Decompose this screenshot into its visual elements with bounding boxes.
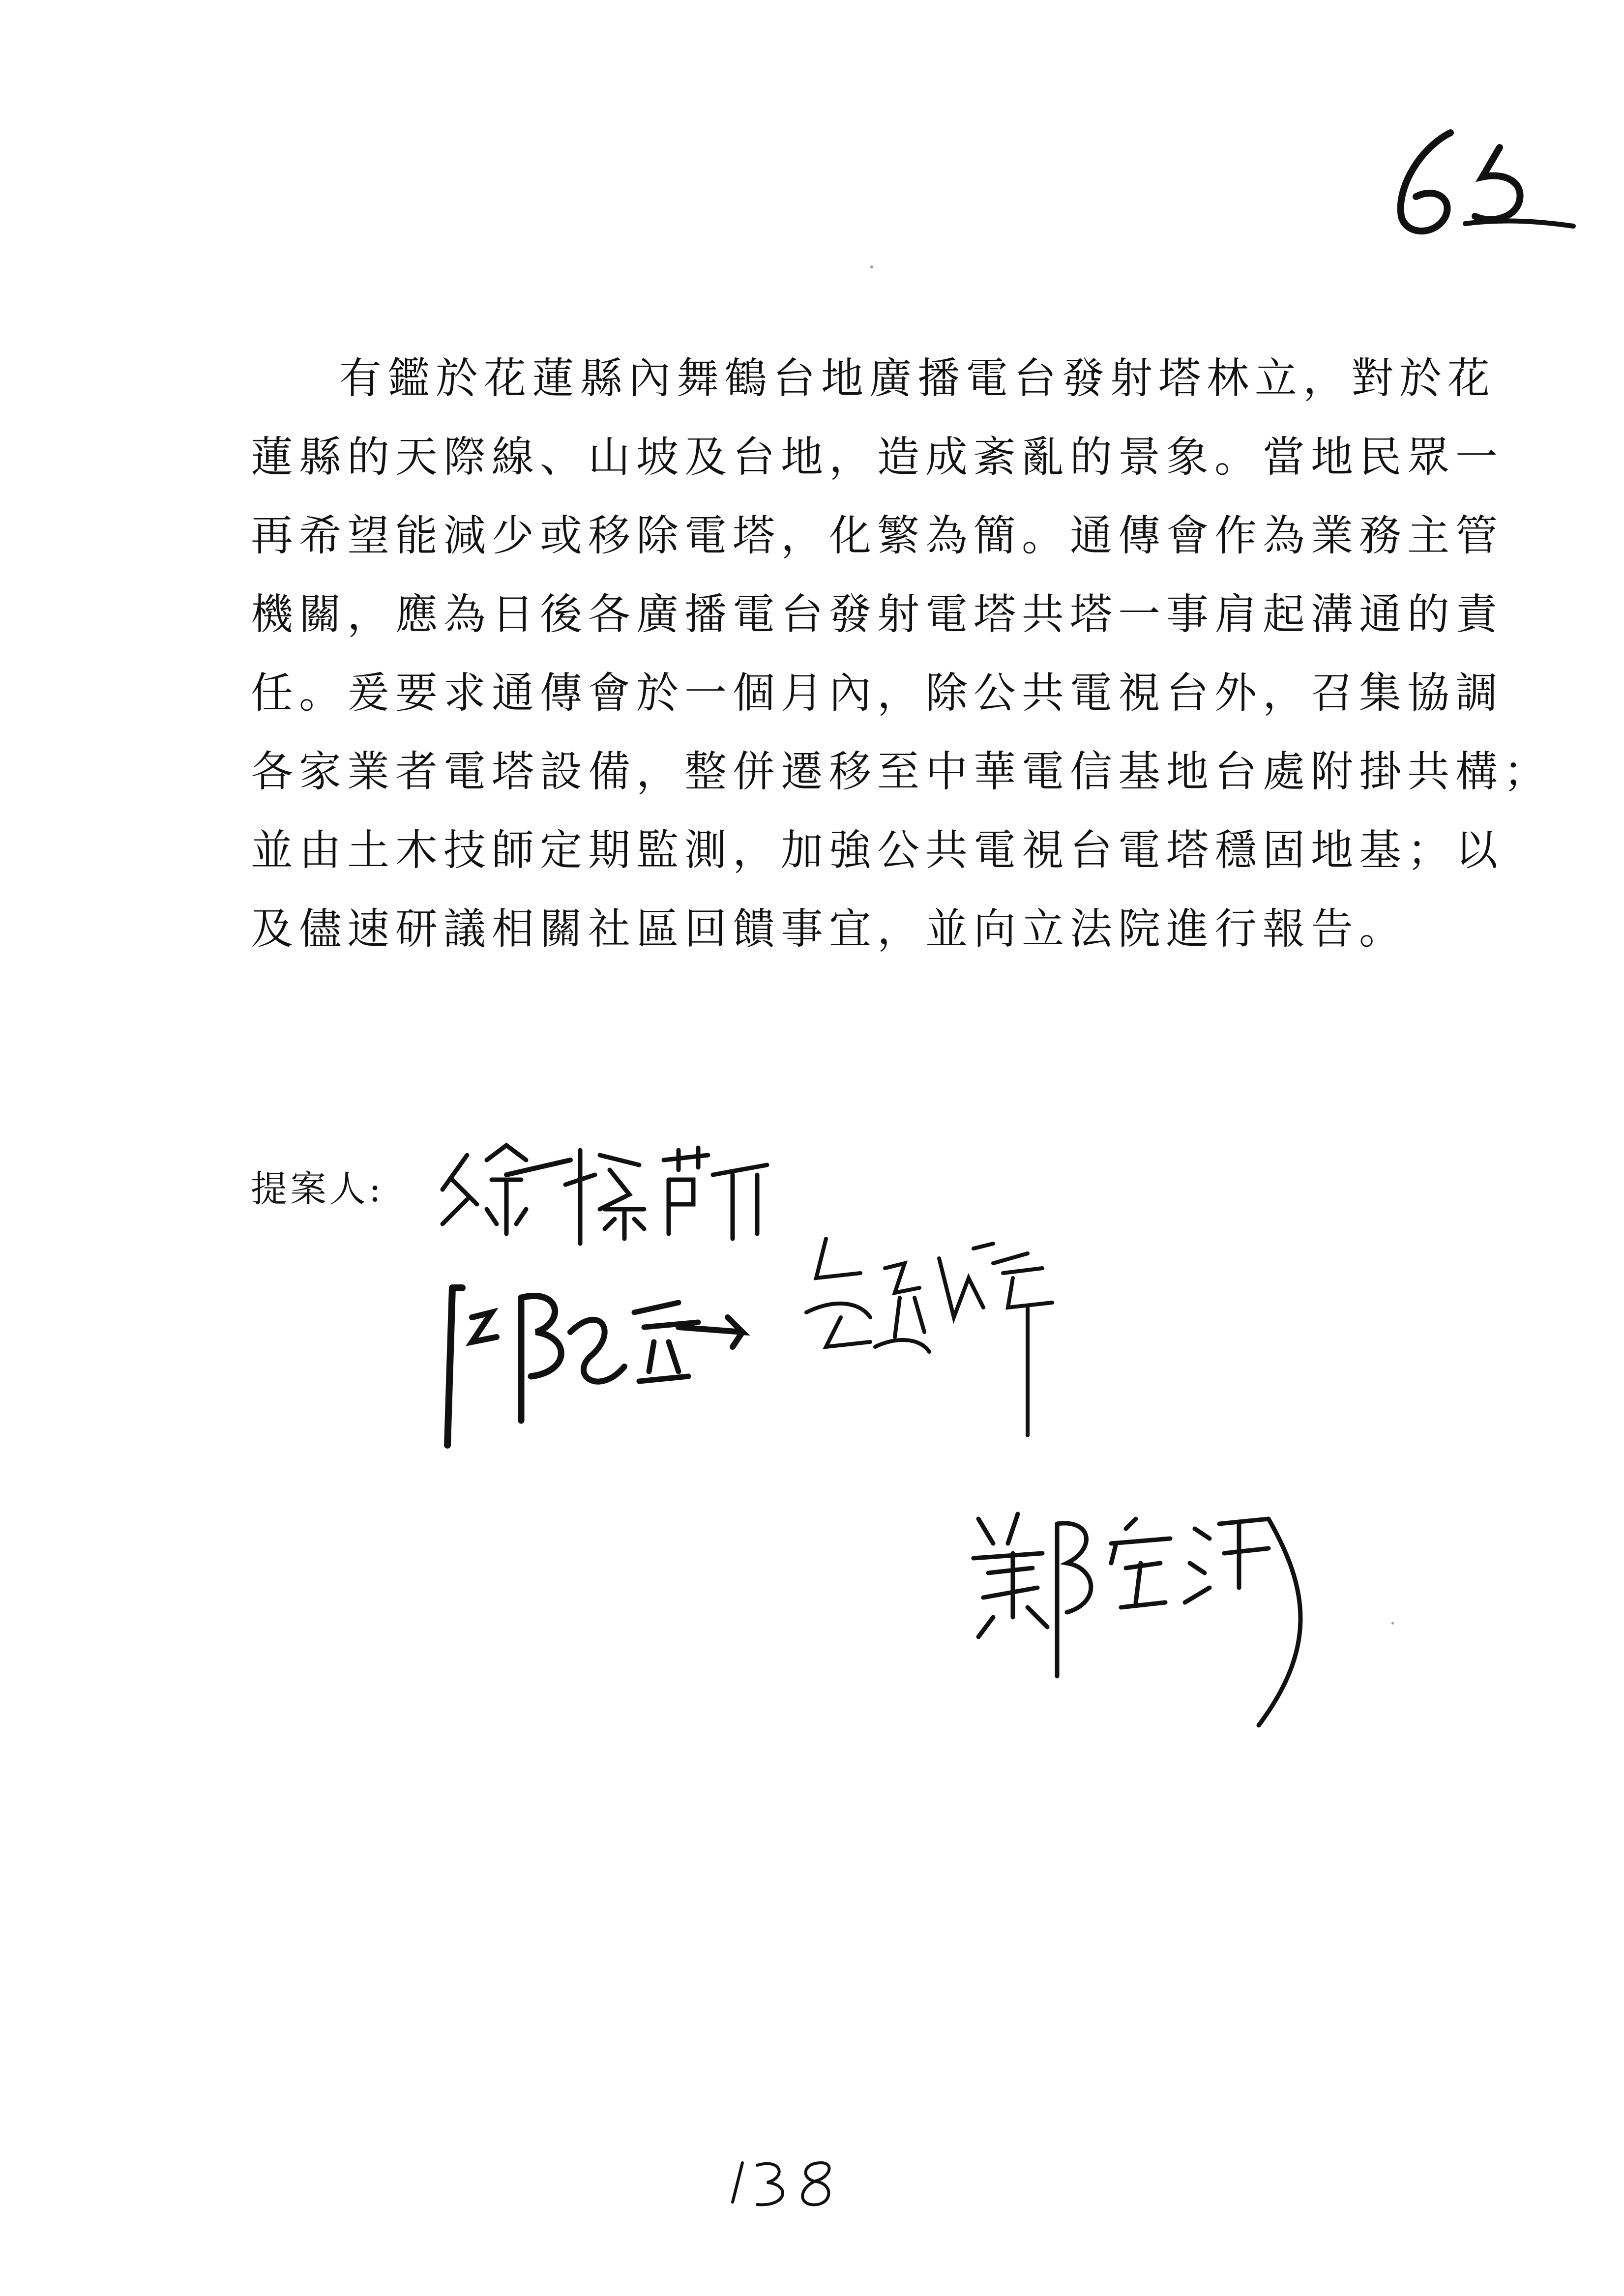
paragraph-line: 機關，應為日後各廣播電台發射電塔共塔一事肩起溝通的責 (251, 590, 1504, 639)
paragraph-line: 有鑑於花蓮縣內舞鶴台地廣播電台發射塔林立，對於花 (339, 354, 1496, 403)
signature-4 (964, 1489, 1328, 1745)
paragraph-line: 及儘速研議相關社區回饋事宜，並向立法院進行報告。 (251, 904, 1407, 954)
handwritten-signature-drawing (797, 1219, 1072, 1445)
paragraph-line: 任。爰要求通傳會於一個月內，除公共電視台外，召集協調 (251, 668, 1504, 718)
paragraph-line: 各家業者電塔設備，整併遷移至中華電信基地台處附掛共構； (251, 747, 1552, 796)
handwritten-signature-drawing (423, 1258, 757, 1455)
paragraph-line: 再希望能減少或移除電塔，化繁為簡。通傳會作為業務主管 (251, 511, 1504, 560)
proposal-paragraph (251, 339, 1552, 968)
handwritten-signature-drawing (964, 1489, 1328, 1745)
handwritten-138-drawing (728, 2153, 846, 2212)
handwritten-signature-drawing (433, 1126, 777, 1253)
signature-1 (433, 1126, 777, 1253)
scan-speck (1391, 1622, 1394, 1625)
proposer-label: 提案人: (251, 1168, 384, 1210)
paragraph-line: 蓮縣的天際線、山坡及台地，造成紊亂的景象。當地民眾一 (251, 433, 1504, 482)
signature-2 (423, 1258, 757, 1455)
handwritten-page-mark (1377, 118, 1583, 246)
signature-3 (797, 1219, 1072, 1445)
handwritten-65-drawing (1377, 118, 1583, 246)
scan-speck (870, 265, 873, 268)
handwritten-page-number (728, 2153, 846, 2212)
paragraph-line: 並由土木技師定期監測，加強公共電視台電塔穩固地基；以 (251, 826, 1504, 875)
